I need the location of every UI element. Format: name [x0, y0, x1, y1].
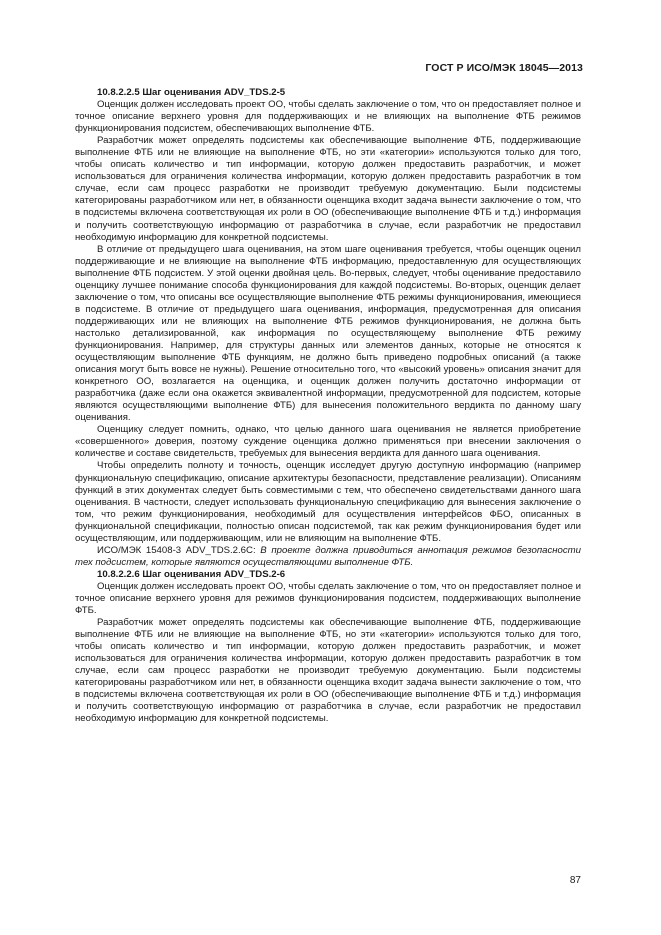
standard-reference-note: [75, 545, 581, 569]
paragraph: Оценщику следует помнить, однако, что целью данного шага оценивания не является приобретение «совершенного» доверия, поэтому суждение оценщика должно применяться при внесении заключения о количестве и составе свидетельств, требуемых для вынесения вердикта для данного шага оценивания.: [75, 424, 581, 460]
note-text: В проекте должна приводиться аннотация режимов безопасности тех подсистем, которые являются осуществляющими выполнение ФТБ.: [75, 544, 581, 568]
note-reference: ИСО/МЭК 15408-3 ADV_TDS.2.6C:: [97, 544, 261, 556]
paragraph: В отличие от предыдущего шага оценивания, на этом шаге оценивания требуется, чтобы оценщик оценил поддерживающие и не влияющие на выполнение ФТБ информацию, предоставленную для осуществляющих выполнение ФТБ подсистем. У этой оценки двойная цель. Во-первых, следует, чтобы оценивание предоставило оценщику лучшее понимание способа функционирования для каждой подсистемы. Во-вторых, оценщик делает заключение о том, что описаны все осуществляющие выполнение ФТБ режимы функционирования, имеющиеся в подсистеме. В отличие от предыдущего шага оценивания, информация, предусмотренная для описания поддерживающих или не влияющих на выполнение ФТБ режимов функционирования, не должна быть настолько детализированной, как информация по осуществляющему выполнение ФТБ режиму функционирования. Например, для структуры данных или элементов данных, которые не относятся к осуществляющим выполнение ФТБ функциям, не должно быть приведено подробных описаний (а также описания могут быть вовсе не нужны). Решение относительно того, что «высокий уровень» описания значит для конкретного ОО, возлагается на оценщика, и оценщик должен получить достаточно информации от разработчика (даже если она окажется эквивалентной информации, предусмотренной для подсистем, которые являются осуществляющими выполнение ФТБ) для вынесения положительного вердикта по данному шагу оценивания.: [75, 243, 581, 424]
document-header: ГОСТ Р ИСО/МЭК 18045—2013: [425, 62, 583, 74]
section-heading-2: 10.8.2.2.6 Шаг оценивания ADV_TDS.2-6: [97, 568, 286, 580]
page-number: 87: [569, 875, 581, 886]
paragraph: Оценщик должен исследовать проект ОО, чтобы сделать заключение о том, что он предоставляет полное и точное описание верхнего уровня для режимов функционирования подсистем, поддерживающих выполнение ФТБ.: [75, 580, 581, 617]
paragraph: Чтобы определить полноту и точность, оценщик исследует другую доступную информацию (например функциональную спецификацию, описание архитектуры безопасности, представление реализации). Описаниям функций в этих документах следует быть совместимыми с тем, что обеспечено свидетельствами данного шага оценивания. В частности, следует использовать функциональную спецификацию для вынесения заключение о том, что режим функционирования, необходимый для осуществления интерфейсов ФБО, описанных в функциональной спецификации, полностью описан подсистемой, так как режим функционирования будет или осуществляющим, или поддерживающим, или не влияющим на выполнение ФТБ.: [75, 460, 581, 544]
document-body: [75, 87, 581, 725]
section-heading-1: 10.8.2.2.5 Шаг оценивания ADV_TDS.2-5: [97, 87, 286, 98]
paragraph: Разработчик может определять подсистемы как обеспечивающие выполнение ФТБ, поддерживающие выполнение ФТБ или не влияющие на выполнение ФТБ, но эти «категории» используются только для того, чтобы описать количество и тип информации, которую должен предоставить разработчик, и может использоваться для ограничения количества информации, которую должен предоставить разработчик в том случае, если сам процесс разработки не производит требуемую документацию. Были подсистемы категорированы разработчиком или нет, в обязанности оценщика входит задача вынести заключение о том, что в подсистемы включена соответствующая их роли в ОО (обеспечивающие выполнение ФТБ и т.д.) информация и получить соответствующую информацию от разработчика в случае, если разработчик не предоставил необходимую информацию для конкретной подсистемы.: [75, 617, 581, 725]
paragraph: Оценщик должен исследовать проект ОО, чтобы сделать заключение о том, что он предоставляет полное и точное описание верхнего уровня для поддерживающих и не влияющих на выполнение ФТБ режимов функционирования подсистем, обеспечивающих выполнение ФТБ.: [75, 99, 581, 135]
paragraph: Разработчик может определять подсистемы как обеспечивающие выполнение ФТБ, поддерживающие выполнение ФТБ или не влияющие на выполнение ФТБ, но эти «категории» используются только для того, чтобы описать количество и тип информации, которую должен предоставить разработчик, и может использоваться для ограничения количества информации, которую должен предоставить разработчик в том случае, если сам процесс разработки не производит требуемую документацию. Были подсистемы категорированы разработчиком или нет, в обязанности оценщика входит задача вынести заключение о том, что в подсистемы включена соответствующая их роли в ОО (обеспечивающие выполнение ФТБ и т.д.) информация и получить соответствующую информацию от разработчика в случае, если разработчик не предоставил необходимую информацию для конкретной подсистемы.: [75, 135, 581, 243]
